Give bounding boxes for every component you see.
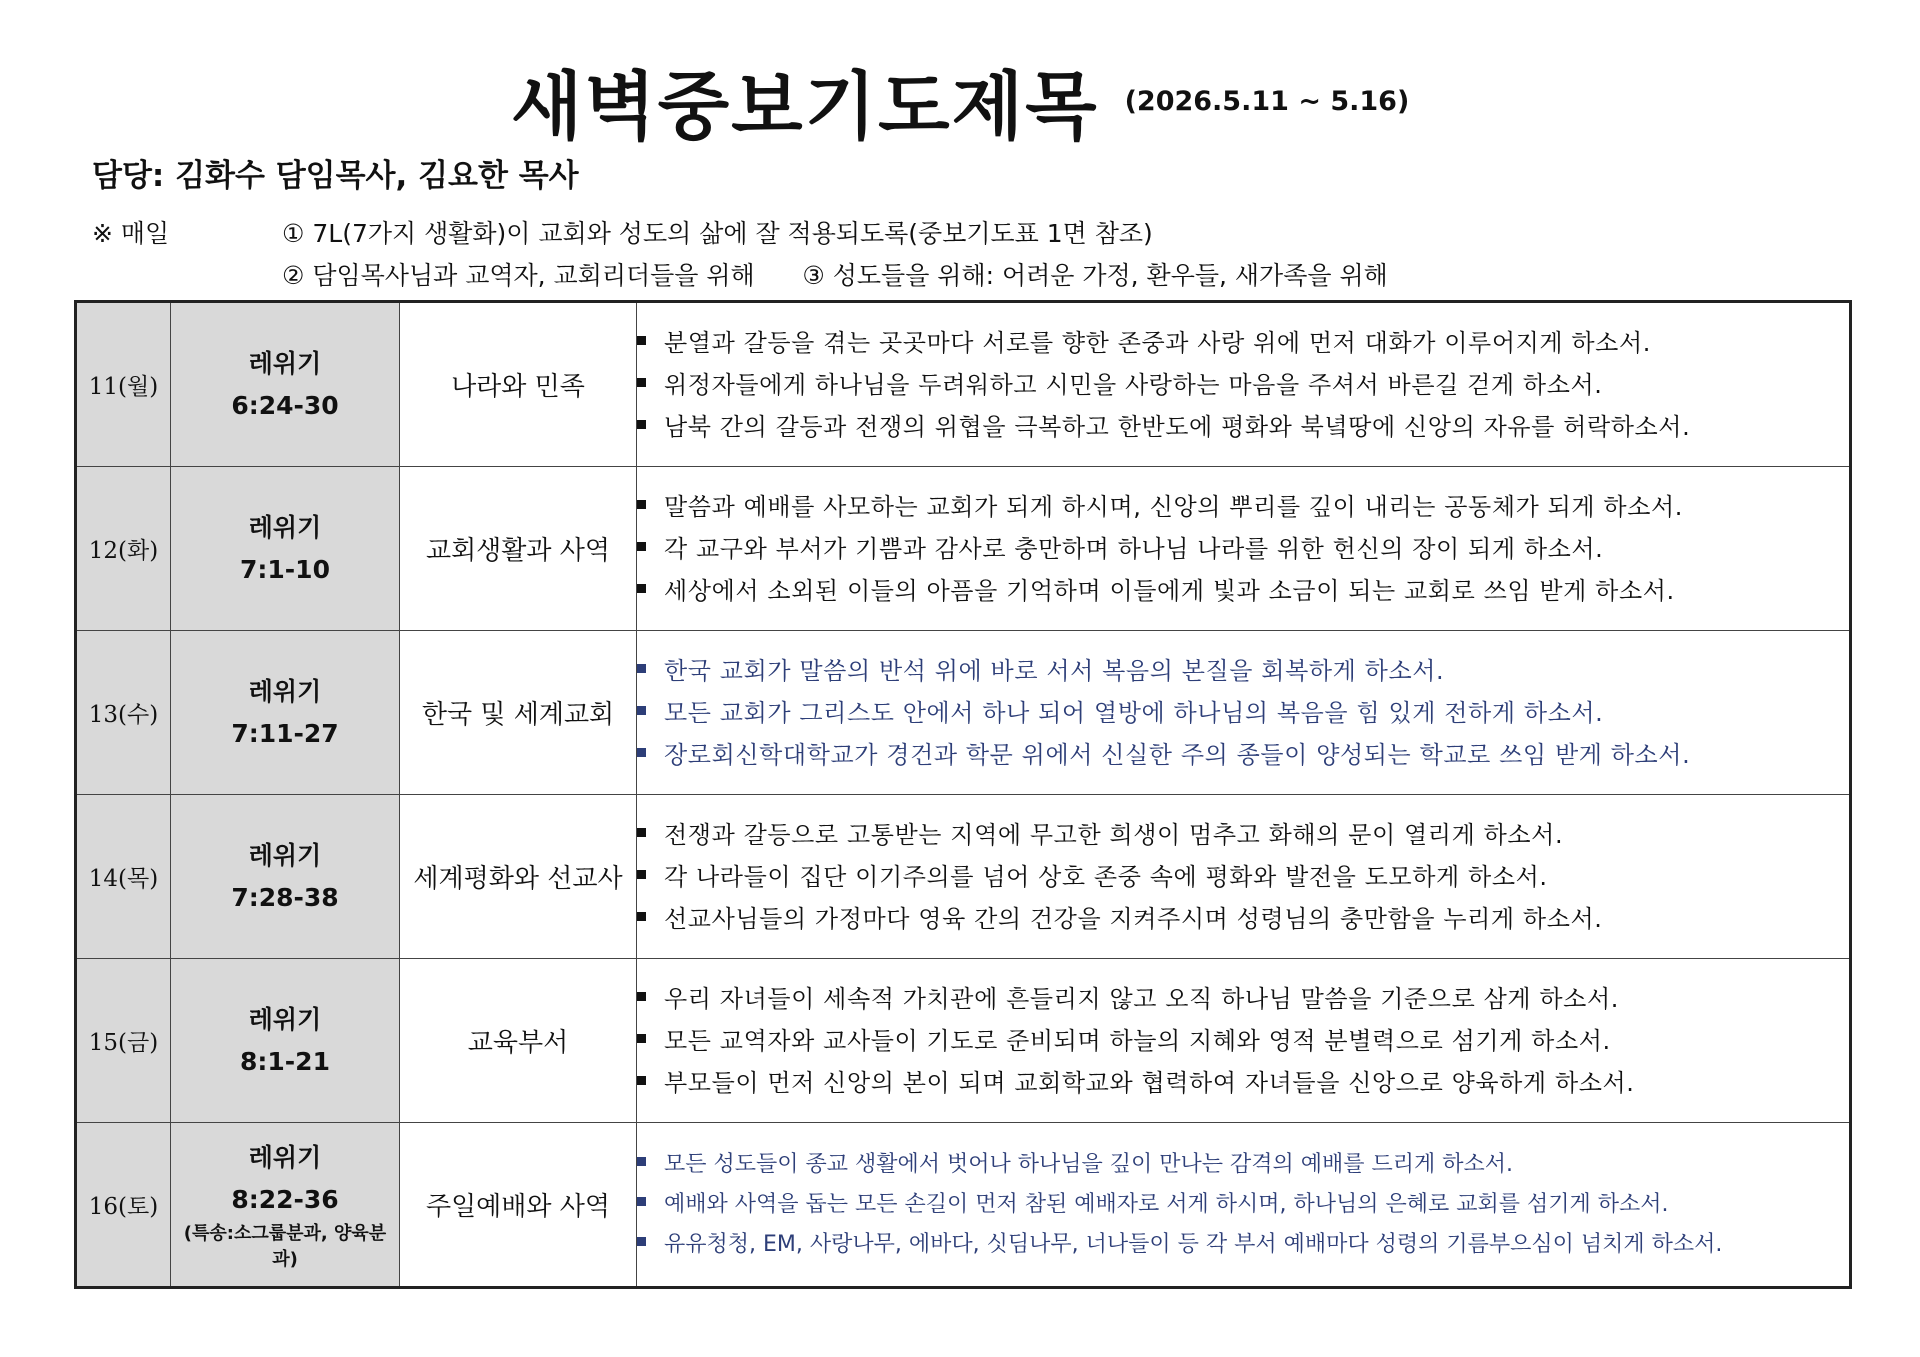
manager-line: 담당: 김화수 담임목사, 김요한 목사 xyxy=(92,158,579,194)
prayer-item xyxy=(637,898,1849,940)
prayer-text: 위정자들에게 하나님을 두려워하고 시민을 사랑하는 마음을 주셔서 바른길 걷게 하소서. xyxy=(664,370,1603,399)
table-row xyxy=(76,1123,1851,1288)
scripture-book: 레위기 xyxy=(248,348,322,378)
prayer-text: 예배와 사역을 돕는 모든 손길이 먼저 참된 예배자로 서게 하시며, 하나님의 은혜로 교회를 섬기게 하소서. xyxy=(664,1191,1669,1217)
prayer-item xyxy=(637,856,1849,898)
theme-cell: 세계평화와 선교사 xyxy=(400,795,637,959)
scripture-book: 레위기 xyxy=(248,512,322,542)
prayers-cell xyxy=(637,631,1851,795)
daily-item-3: ③ 성도들을 위해: 어려운 가정, 환우들, 새가족을 위해 xyxy=(802,261,1388,290)
prayers-cell xyxy=(637,302,1851,467)
day-cell: 11(월) xyxy=(76,302,171,467)
scripture-passage: 7:1-10 xyxy=(240,554,330,584)
prayer-text: 각 나라들이 집단 이기주의를 넘어 상호 존중 속에 평화와 발전을 도모하게 하소서. xyxy=(664,862,1548,891)
table-row xyxy=(76,959,1851,1123)
scripture-passage: 6:24-30 xyxy=(231,390,339,420)
prayer-schedule-table xyxy=(74,300,1852,1289)
prayers-cell xyxy=(637,1123,1851,1288)
scripture-book: 레위기 xyxy=(248,1004,322,1034)
scripture-cell xyxy=(171,631,400,795)
prayer-item xyxy=(637,734,1849,776)
prayer-text: 세상에서 소외된 이들의 아픔을 기억하며 이들에게 빛과 소금이 되는 교회로 쓰임 받게 하소서. xyxy=(664,576,1675,605)
theme-cell: 한국 및 세계교회 xyxy=(400,631,637,795)
square-bullet-icon xyxy=(637,992,646,1001)
date-range: (2026.5.11 ~ 5.16) xyxy=(1124,85,1410,117)
day-cell: 13(수) xyxy=(76,631,171,795)
prayer-item xyxy=(637,978,1849,1020)
prayer-item xyxy=(637,1020,1849,1062)
square-bullet-icon xyxy=(637,1076,646,1085)
table-row xyxy=(76,302,1851,467)
prayer-item xyxy=(637,692,1849,734)
scripture-book: 레위기 xyxy=(248,1142,322,1172)
prayer-list xyxy=(637,486,1849,612)
prayer-text: 모든 성도들이 종교 생활에서 벗어나 하나님을 깊이 만나는 감격의 예배를 드리게 하소서. xyxy=(664,1151,1513,1177)
prayer-item xyxy=(637,406,1849,448)
prayer-text: 선교사님들의 가정마다 영육 간의 건강을 지켜주시며 성령님의 충만함을 누리게 하소서. xyxy=(664,904,1603,933)
scripture-passage: 7:28-38 xyxy=(231,882,339,912)
square-bullet-icon xyxy=(637,828,646,837)
prayer-item xyxy=(637,364,1849,406)
scripture-cell xyxy=(171,1123,400,1288)
prayer-text: 각 교구와 부서가 기쁨과 감사로 충만하며 하나님 나라를 위한 헌신의 장이 되게 하소서. xyxy=(664,534,1604,563)
prayers-cell xyxy=(637,467,1851,631)
daily-item-2: ② 담임목사님과 교역자, 교회리더들을 위해 xyxy=(282,261,755,290)
prayer-text: 모든 교역자와 교사들이 기도로 준비되며 하늘의 지혜와 영적 분별력으로 섬기게 하소서. xyxy=(664,1026,1611,1055)
square-bullet-icon xyxy=(637,1237,646,1246)
prayer-item xyxy=(637,1145,1849,1185)
prayer-list xyxy=(637,814,1849,940)
square-bullet-icon xyxy=(637,584,646,593)
square-bullet-icon xyxy=(637,542,646,551)
table-row xyxy=(76,631,1851,795)
scripture-passage: 8:1-21 xyxy=(240,1046,330,1076)
prayer-text: 장로회신학대학교가 경건과 학문 위에서 신실한 주의 종들이 양성되는 학교로 쓰임 받게 하소서. xyxy=(664,740,1691,769)
prayers-cell xyxy=(637,959,1851,1123)
page-title: 새벽중보기도제목 xyxy=(510,64,1099,150)
prayer-text: 남북 간의 갈등과 전쟁의 위협을 극복하고 한반도에 평화와 북녘땅에 신앙의 자유를 허락하소서. xyxy=(664,412,1691,441)
scripture-cell xyxy=(171,959,400,1123)
prayer-text: 한국 교회가 말씀의 반석 위에 바로 서서 복음의 본질을 회복하게 하소서. xyxy=(664,656,1445,685)
prayer-text: 모든 교회가 그리스도 안에서 하나 되어 열방에 하나님의 복음을 힘 있게 전하게 하소서. xyxy=(664,698,1604,727)
theme-cell: 주일예배와 사역 xyxy=(400,1123,637,1288)
title-block xyxy=(0,48,1920,154)
prayer-item xyxy=(637,1225,1849,1265)
prayer-item xyxy=(637,650,1849,692)
prayer-text: 유유청청, EM, 사랑나무, 에바다, 싯딤나무, 너나들이 등 각 부서 예배마다 성령의 기름부으심이 넘치게 하소서. xyxy=(664,1231,1723,1257)
prayer-list xyxy=(637,1145,1849,1265)
prayer-text: 부모들이 먼저 신앙의 본이 되며 교회학교와 협력하여 자녀들을 신앙으로 양육하게 하소서. xyxy=(664,1068,1635,1097)
prayer-item xyxy=(637,322,1849,364)
day-cell: 14(목) xyxy=(76,795,171,959)
theme-cell: 교회생활과 사역 xyxy=(400,467,637,631)
prayer-item xyxy=(637,814,1849,856)
square-bullet-icon xyxy=(637,664,646,673)
day-cell: 12(화) xyxy=(76,467,171,631)
scripture-passage: 7:11-27 xyxy=(231,718,339,748)
prayer-list xyxy=(637,978,1849,1104)
prayer-item xyxy=(637,570,1849,612)
prayer-text: 말씀과 예배를 사모하는 교회가 되게 하시며, 신앙의 뿌리를 깊이 내리는 공동체가 되게 하소서. xyxy=(664,492,1683,521)
daily-label: ※ 매일 xyxy=(92,219,170,248)
theme-cell: 교육부서 xyxy=(400,959,637,1123)
prayer-text: 분열과 갈등을 겪는 곳곳마다 서로를 향한 존중과 사랑 위에 먼저 대화가 이루어지게 하소서. xyxy=(664,328,1651,357)
scripture-cell xyxy=(171,302,400,467)
square-bullet-icon xyxy=(637,870,646,879)
square-bullet-icon xyxy=(637,1157,646,1166)
prayer-text: 전쟁과 갈등으로 고통받는 지역에 무고한 희생이 멈추고 화해의 문이 열리게 하소서. xyxy=(664,820,1564,849)
square-bullet-icon xyxy=(637,1034,646,1043)
table-row xyxy=(76,467,1851,631)
prayer-text: 우리 자녀들이 세속적 가치관에 흔들리지 않고 오직 하나님 말씀을 기준으로 삼게 하소서. xyxy=(664,984,1619,1013)
prayer-item xyxy=(637,1062,1849,1104)
square-bullet-icon xyxy=(637,912,646,921)
daily-items-2-3 xyxy=(282,256,1388,292)
square-bullet-icon xyxy=(637,748,646,757)
day-cell: 15(금) xyxy=(76,959,171,1123)
scripture-cell xyxy=(171,467,400,631)
square-bullet-icon xyxy=(637,706,646,715)
scripture-passage: 8:22-36 xyxy=(231,1184,339,1214)
prayer-list xyxy=(637,322,1849,448)
day-cell: 16(토) xyxy=(76,1123,171,1288)
prayer-item xyxy=(637,1185,1849,1225)
theme-cell: 나라와 민족 xyxy=(400,302,637,467)
square-bullet-icon xyxy=(637,500,646,509)
table-row xyxy=(76,795,1851,959)
special-song-note: (특송:소그룹분과, 양육분과) xyxy=(183,1222,387,1270)
daily-item-1: ① 7L(7가지 생활화)이 교회와 성도의 삶에 잘 적용되도록(중보기도표 1면 참조) xyxy=(282,219,1153,248)
scripture-book: 레위기 xyxy=(248,676,322,706)
prayer-list xyxy=(637,650,1849,776)
prayer-item xyxy=(637,528,1849,570)
prayers-cell xyxy=(637,795,1851,959)
scripture-book: 레위기 xyxy=(248,840,322,870)
square-bullet-icon xyxy=(637,336,646,345)
square-bullet-icon xyxy=(637,1197,646,1206)
prayer-item xyxy=(637,486,1849,528)
square-bullet-icon xyxy=(637,420,646,429)
scripture-cell xyxy=(171,795,400,959)
square-bullet-icon xyxy=(637,378,646,387)
